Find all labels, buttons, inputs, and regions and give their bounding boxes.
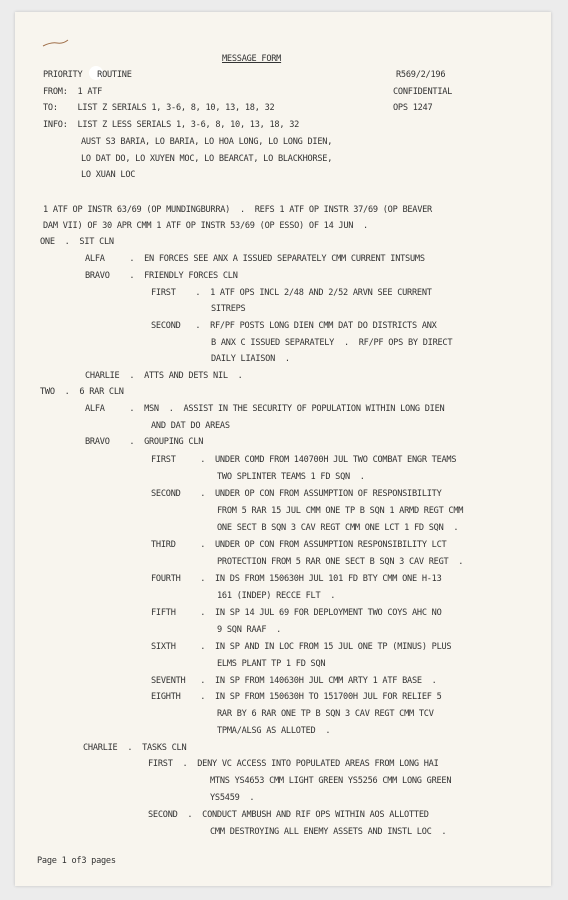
paragraph-line: FROM 5 RAR 15 JUL CMM ONE TP B SQN 1 ARMD REGT CMM: [217, 506, 464, 516]
reference-number: R569/2/196: [396, 70, 446, 80]
paragraph-line: TWO SPLINTER TEAMS 1 FD SQN .: [217, 472, 365, 482]
paragraph-line: FIRST . UNDER COMD FROM 140700H JUL TWO COMBAT ENGR TEAMS: [151, 455, 457, 465]
info-line: AUST S3 BARIA, LO BARIA, LO HOA LONG, LO LONG DIEN,: [81, 137, 333, 147]
paragraph-line: FIRST . 1 ATF OPS INCL 2/48 AND 2/52 ARVN SEE CURRENT: [151, 288, 432, 298]
paragraph-line: FOURTH . IN DS FROM 150630H JUL 101 FD BTY CMM ONE H-13: [151, 574, 442, 584]
paragraph-line: 161 (INDEP) RECCE FLT .: [217, 591, 336, 601]
paragraph-line: RAR BY 6 RAR ONE TP B SQN 3 CAV REGT CMM TCV: [217, 709, 434, 719]
paragraph-line: PROTECTION FROM 5 RAR ONE SECT B SQN 3 CAV REGT .: [217, 557, 464, 567]
paragraph-line: CMM DESTROYING ALL ENEMY ASSETS AND INSTL LOC .: [210, 827, 447, 837]
info-line: LO DAT DO, LO XUYEN MOC, LO BEARCAT, LO BLACKHORSE,: [81, 154, 333, 164]
paragraph-line: SITREPS: [211, 304, 246, 314]
paragraph-line: SECOND . CONDUCT AMBUSH AND RIF OPS WITHIN AOS ALLOTTED: [148, 810, 429, 820]
paragraph-line: CHARLIE . ATTS AND DETS NIL .: [85, 371, 243, 381]
ops-number: OPS 1247: [393, 103, 433, 113]
preamble-line: DAM VII) OF 30 APR CMM 1 ATF OP INSTR 53/69 (OP ESSO) OF 14 JUN .: [43, 221, 368, 231]
section-heading: ONE . SIT CLN: [40, 237, 114, 247]
classification: CONFIDENTIAL: [393, 87, 453, 97]
paragraph-line: 9 SQN RAAF .: [217, 625, 282, 635]
paragraph-line: ALFA . MSN . ASSIST IN THE SECURITY OF POPULATION WITHIN LONG DIEN: [85, 404, 445, 414]
info-line: INFO: LIST Z LESS SERIALS 1, 3-6, 8, 10, 13, 18, 32: [43, 120, 300, 130]
paragraph-line: ELMS PLANT TP 1 FD SQN: [217, 659, 326, 669]
form-title: MESSAGE FORM: [222, 54, 282, 64]
paragraph-line: DAILY LIAISON .: [211, 354, 290, 364]
page-number: Page 1 of3 pages: [37, 856, 116, 866]
paragraph-line: CHARLIE . TASKS CLN: [83, 743, 187, 753]
paragraph-line: SEVENTH . IN SP FROM 140630H JUL CMM ARTY 1 ATF BASE .: [151, 676, 437, 686]
message-form-page: [15, 12, 551, 886]
paragraph-line: SIXTH . IN SP AND IN LOC FROM 15 JUL ONE TP (MINUS) PLUS: [151, 642, 452, 652]
paragraph-line: BRAVO . GROUPING CLN: [85, 437, 204, 447]
paragraph-line: MTNS YS4653 CMM LIGHT GREEN YS5256 CMM LONG GREEN: [210, 776, 452, 786]
paragraph-line: AND DAT DO AREAS: [151, 421, 230, 431]
preamble-line: 1 ATF OP INSTR 63/69 (OP MUNDINGBURRA) . REFS 1 ATF OP INSTR 37/69 (OP BEAVER: [43, 205, 432, 215]
priority-line: PRIORITY ROUTINE: [43, 70, 132, 80]
info-line: LO XUAN LOC: [81, 170, 136, 180]
paragraph-line: TPMA/ALSG AS ALLOTED .: [217, 726, 331, 736]
paragraph-line: YS5459 .: [210, 793, 255, 803]
paragraph-line: ONE SECT B SQN 3 CAV REGT CMM ONE LCT 1 FD SQN .: [217, 523, 459, 533]
section-heading: TWO . 6 RAR CLN: [40, 387, 124, 397]
paragraph-line: FIRST . DENY VC ACCESS INTO POPULATED AREAS FROM LONG HAI: [148, 759, 439, 769]
paragraph-line: SECOND . RF/PF POSTS LONG DIEN CMM DAT DO DISTRICTS ANX: [151, 321, 437, 331]
paragraph-line: BRAVO . FRIENDLY FORCES CLN: [85, 271, 238, 281]
paragraph-line: B ANX C ISSUED SEPARATELY . RF/PF OPS BY DIRECT: [211, 338, 453, 348]
paragraph-line: EIGHTH . IN SP FROM 150630H TO 151700H JUL FOR RELIEF 5: [151, 692, 442, 702]
pencil-mark: [41, 38, 69, 48]
paragraph-line: THIRD . UNDER OP CON FROM ASSUMPTION RESPONSIBILITY LCT: [151, 540, 447, 550]
paragraph-line: ALFA . EN FORCES SEE ANX A ISSUED SEPARATELY CMM CURRENT INTSUMS: [85, 254, 425, 264]
from-line: FROM: 1 ATF: [43, 87, 103, 97]
to-line: TO: LIST Z SERIALS 1, 3-6, 8, 10, 13, 18, 32: [43, 103, 275, 113]
paragraph-line: FIFTH . IN SP 14 JUL 69 FOR DEPLOYMENT TWO COYS AHC NO: [151, 608, 442, 618]
paragraph-line: SECOND . UNDER OP CON FROM ASSUMPTION OF RESPONSIBILITY: [151, 489, 442, 499]
